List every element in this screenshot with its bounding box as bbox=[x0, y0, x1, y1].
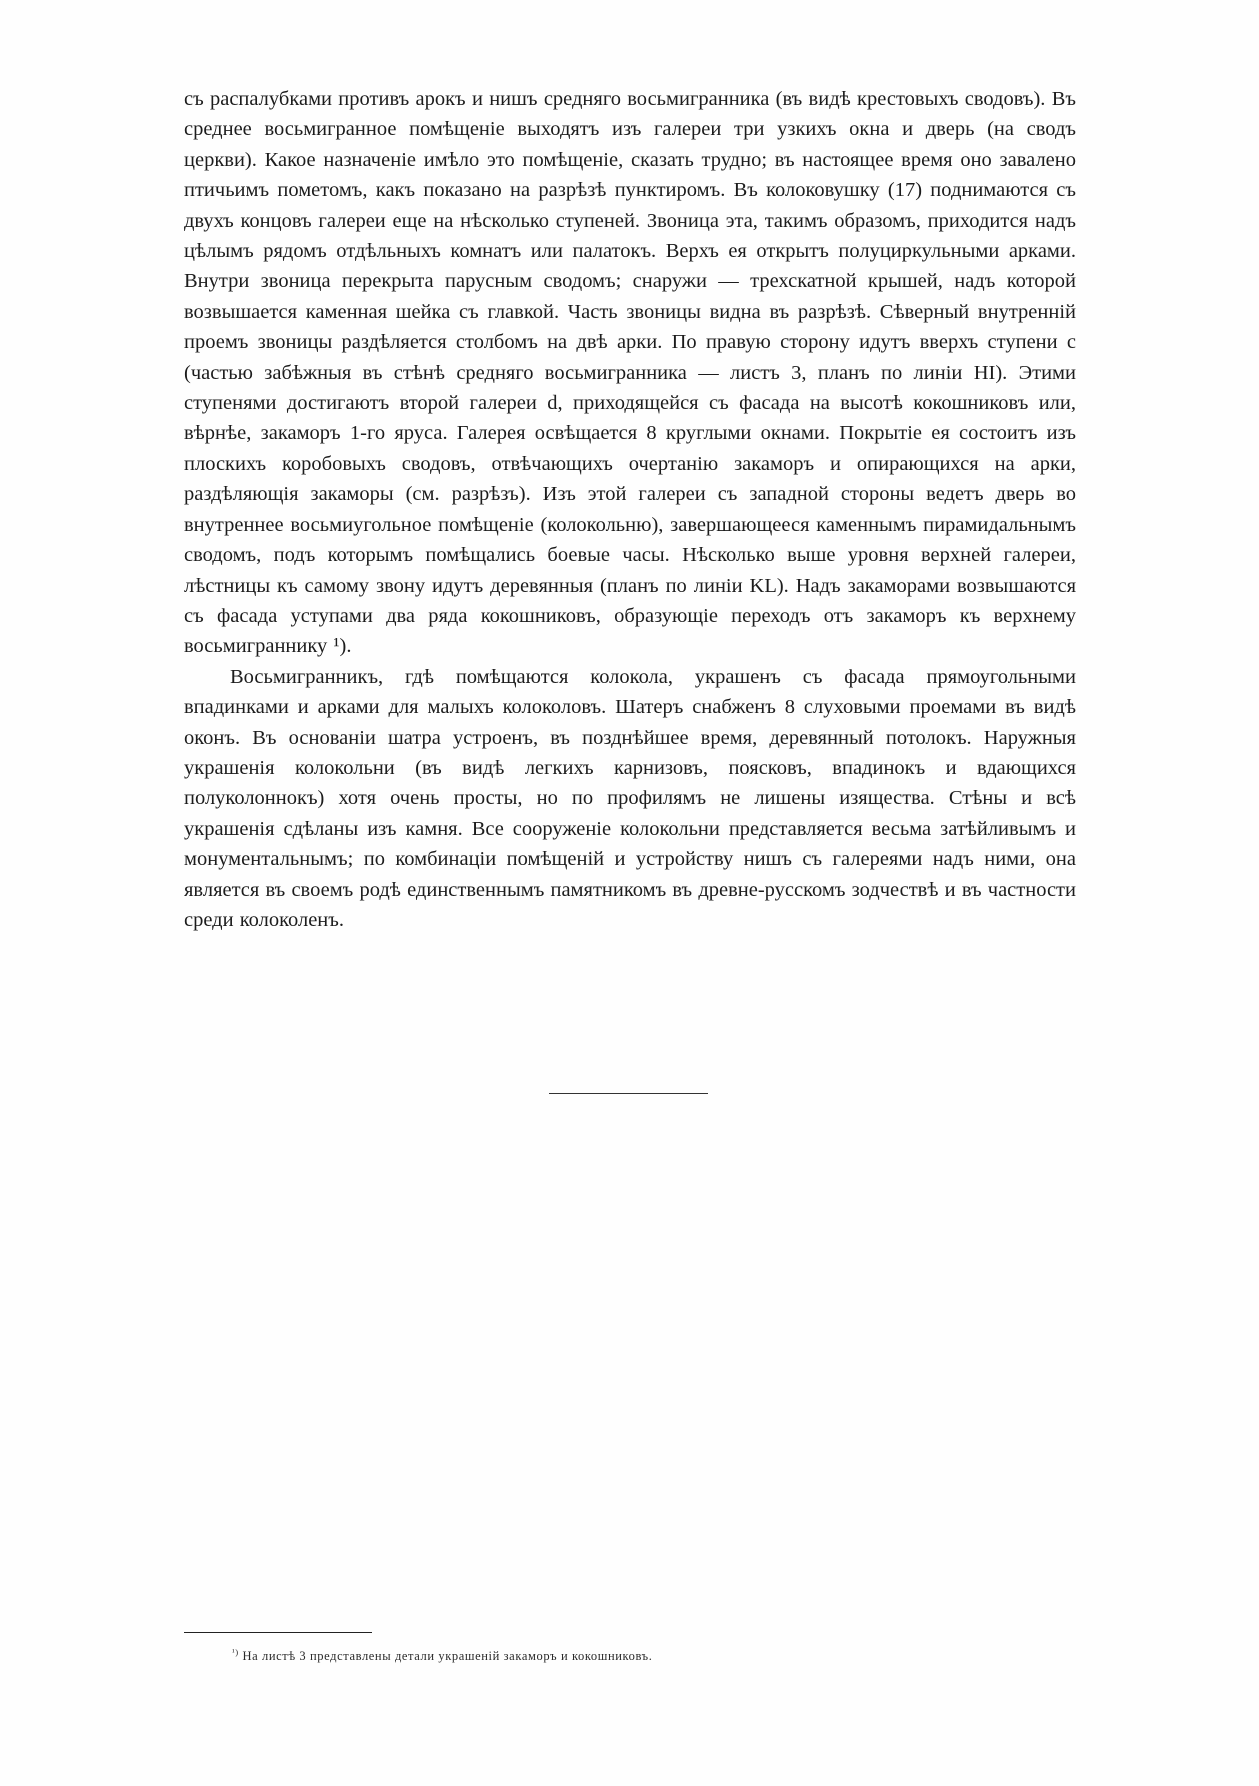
footnote-text: На листѣ 3 представлены детали украшенiй закаморъ и кокошниковъ. bbox=[242, 1649, 653, 1663]
section-divider bbox=[549, 1093, 708, 1094]
footnote-mark: ¹) bbox=[232, 1646, 239, 1657]
footnote bbox=[232, 1648, 932, 1664]
paragraph-2: Восьмигранникъ, гдѣ помѣщаются колокола, украшенъ съ фасада прямоугольными впадинками и арками для малыхъ колоколовъ. Шатеръ снабженъ 8 слуховыми проемами въ видѣ оконъ. Въ основанiи шатра устроенъ, въ позднѣйшее время, деревянный потолокъ. Наружныя украшенiя колокольни (въ видѣ легкихъ карнизовъ, поясковъ, впадинокъ и вдающихся полуколоннокъ) хотя очень просты, но по профилямъ не лишены изящества. Стѣны и всѣ украшенiя сдѣланы изъ камня. Все сооруженiе колокольни представляется весьма затѣйливымъ и монументальнымъ; по комбинацiи помѣщенiй и устройству нишъ съ галереями надъ ними, она является въ своемъ родѣ единственнымъ памятникомъ въ древне-русскомъ зодчествѣ и въ частности среди колоколенъ. bbox=[184, 665, 1076, 931]
footnote-divider bbox=[184, 1632, 372, 1633]
main-text-block bbox=[184, 84, 1076, 935]
paragraph-1: съ распалубками противъ арокъ и нишъ средняго восьмигранника (въ видѣ крестовыхъ сводовъ). Въ среднее восьмигранное помѣщенiе выходятъ изъ галереи три узкихъ окна и дверь (на сводъ церкви). Какое назначенiе имѣло это помѣщенiе, сказать трудно; въ настоящее время оно завалено птичьимъ пометомъ, какъ показано на разрѣзѣ пунктиромъ. Въ колоковушку (17) поднимаются съ двухъ концовъ галереи еще на нѣсколько ступеней. Звоница эта, такимъ образомъ, приходится надъ цѣлымъ рядомъ отдѣльныхъ комнатъ или палатокъ. Верхъ ея открытъ полуциркульными арками. Внутри звоница перекрыта парусным сводомъ; снаружи — трехскатной крышей, надъ которой возвышается каменная шейка съ главкой. Часть звоницы видна въ разрѣзѣ. Сѣверный внутреннiй проемъ звоницы раздѣляется столбомъ на двѣ арки. По правую сторону идутъ вверхъ ступени c (частью забѣжныя въ стѣнѣ средняго восьмигранника — листъ 3, планъ по линiи HI). Этими ступенями достигаютъ второй галереи d, приходящейся съ фасада на высотѣ кокошниковъ или, вѣрнѣе, закаморъ 1-го яруса. Галерея освѣщается 8 круглыми окнами. Покрытiе ея состоитъ изъ плоскихъ коробовыхъ сводовъ, отвѣчающихъ очертанiю закаморъ и опирающихся на арки, раздѣляющiя закаморы (см. разрѣзъ). Изъ этой галереи съ западной стороны ведетъ дверь во внутреннее восьмиугольное помѣщенiе (колокольню), завершающееся каменнымъ пирамидальнымъ сводомъ, подъ которымъ помѣщались боевые часы. Нѣсколько выше уровня верхней галереи, лѣстницы къ самому звону идутъ деревянныя (планъ по линiи KL). Надъ закаморами возвышаются съ фасада уступами два ряда кокошниковъ, образующiе переходъ отъ закаморъ къ верхнему восьмиграннику ¹). bbox=[184, 88, 1076, 658]
